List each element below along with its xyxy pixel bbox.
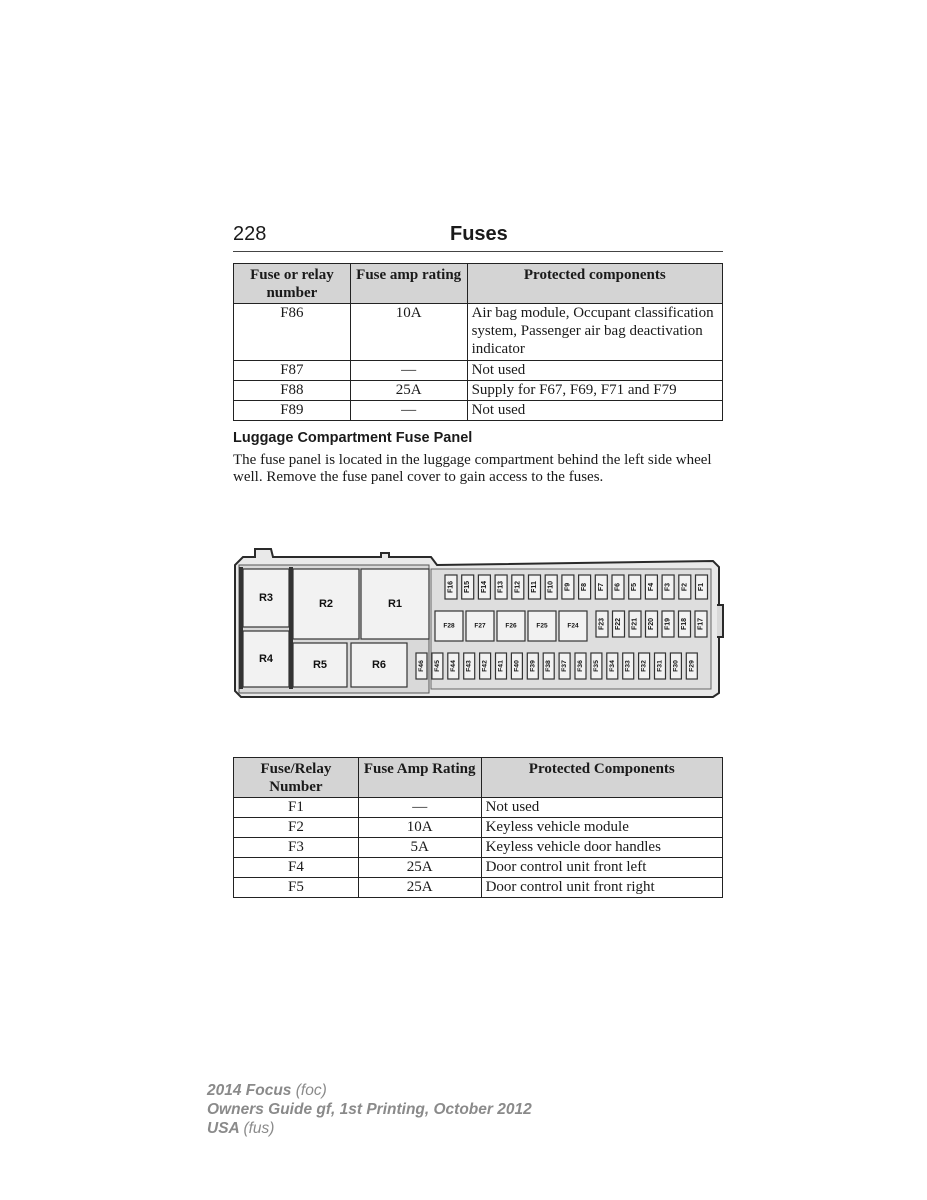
fuse-label: F21 (631, 617, 639, 631)
table-cell: 10A (358, 818, 481, 838)
fuse-f23 (596, 611, 608, 637)
table-cell: 25A (350, 381, 467, 401)
fuse-label: F26 (505, 622, 517, 630)
fuse-f18 (679, 611, 691, 637)
fuse-f46 (416, 653, 427, 679)
fuse-f15 (462, 575, 474, 599)
table-cell: Air bag module, Occupant classification system, Passenger air bag deactivation indicator (467, 304, 722, 361)
fuse-label: F19 (664, 617, 672, 631)
fuse-label: R2 (318, 598, 334, 610)
fuse-label: F2 (681, 582, 689, 592)
column-header: Fuse Amp Rating (358, 758, 481, 798)
fuse-label: F13 (497, 580, 505, 594)
fuse-label: F7 (597, 582, 605, 592)
table-row (234, 304, 723, 361)
fuse-f9 (562, 575, 574, 599)
fuse-panel-diagram (233, 545, 725, 710)
fuse-f41 (496, 653, 507, 679)
fuse-label: F15 (464, 580, 472, 594)
footer-market: USA (207, 1120, 240, 1137)
fuse-label: F16 (447, 580, 455, 594)
fuse-f35 (591, 653, 602, 679)
table-header-row (234, 264, 723, 304)
table-cell: F86 (234, 304, 351, 361)
fuse-label: F27 (474, 622, 486, 630)
table-cell: F4 (234, 858, 359, 878)
fuse-label: F43 (465, 660, 473, 672)
column-header: Fuse or relay number (234, 264, 351, 304)
fuse-label: F45 (433, 660, 441, 672)
fuse-f13 (495, 575, 507, 599)
fuse-f11 (529, 575, 541, 599)
fuse-label: F37 (561, 660, 569, 672)
table-cell: 25A (358, 858, 481, 878)
fuse-f31 (655, 653, 666, 679)
table-row (234, 798, 723, 818)
table-cell: 5A (358, 838, 481, 858)
fuse-label: F5 (631, 582, 639, 592)
table-row (234, 878, 723, 898)
footer-market-code: (fus) (243, 1120, 275, 1137)
table-cell: — (358, 798, 481, 818)
fuse-label: R5 (312, 659, 328, 671)
fuse-label: F28 (443, 622, 455, 630)
table-cell: — (350, 401, 467, 421)
fuse-f19 (662, 611, 674, 637)
fuse-table-top (233, 263, 723, 421)
fuse-label: F32 (640, 660, 648, 672)
column-header: Fuse amp rating (350, 264, 467, 304)
table-row (234, 858, 723, 878)
table-cell: F1 (234, 798, 359, 818)
fuse-f33 (623, 653, 634, 679)
page-title: Fuses (450, 223, 508, 245)
column-header: Protected Components (481, 758, 722, 798)
table-row (234, 838, 723, 858)
fuse-f14 (478, 575, 490, 599)
fuse-label: F22 (615, 617, 622, 631)
fuse-label: F20 (648, 617, 655, 631)
fuse-label: F1 (698, 582, 705, 592)
fuse-f44 (448, 653, 459, 679)
fuse-f24 (559, 611, 587, 641)
fuse-f4 (645, 575, 657, 599)
fuse-label: F14 (480, 580, 488, 594)
fuse-f10 (545, 575, 557, 599)
relay-r1 (361, 569, 429, 639)
fuse-f28 (435, 611, 463, 641)
fuse-f34 (607, 653, 618, 679)
fuse-label: R3 (258, 592, 274, 604)
table-header-row (234, 758, 723, 798)
fuse-label: F31 (656, 660, 664, 672)
fuse-label: F17 (697, 617, 705, 631)
fuse-label: F18 (681, 617, 688, 631)
column-header: Protected components (467, 264, 722, 304)
fuse-label: F30 (672, 660, 680, 672)
fuse-f6 (612, 575, 624, 599)
fuse-f37 (559, 653, 570, 679)
footer-printing: Owners Guide gf, 1st Printing, October 2012 (207, 1101, 532, 1118)
fuse-label: F46 (418, 660, 425, 672)
fuse-label: F10 (547, 580, 555, 594)
fuse-f42 (480, 653, 491, 679)
fuse-f32 (639, 653, 650, 679)
fuse-label: F34 (608, 660, 616, 672)
relay-r5 (293, 643, 347, 687)
table-row (234, 361, 723, 381)
fuse-f43 (464, 653, 475, 679)
fuse-f29 (686, 653, 697, 679)
fuse-f40 (511, 653, 522, 679)
fuse-label: F6 (614, 582, 622, 592)
relay-r6 (351, 643, 407, 687)
fuse-label: F33 (624, 660, 632, 672)
fuse-f45 (432, 653, 443, 679)
fuse-f27 (466, 611, 494, 641)
fuse-f8 (579, 575, 591, 599)
page-footer (207, 1081, 532, 1138)
column-header: Fuse/Relay Number (234, 758, 359, 798)
fuse-f25 (528, 611, 556, 641)
panel-latch (717, 605, 723, 637)
fuse-label: R6 (371, 659, 387, 671)
relay-r3 (243, 569, 289, 627)
table-cell: Not used (481, 798, 722, 818)
table-cell: F88 (234, 381, 351, 401)
fuse-f20 (646, 611, 658, 637)
fuse-label: F39 (529, 660, 537, 672)
table-cell: Not used (467, 401, 722, 421)
fuse-label: F35 (592, 660, 600, 672)
section-heading: Luggage Compartment Fuse Panel (233, 430, 473, 446)
table-row (234, 818, 723, 838)
fuse-label: F29 (688, 660, 696, 672)
table-row (234, 381, 723, 401)
fuse-table-luggage (233, 757, 723, 898)
table-cell: Keyless vehicle module (481, 818, 722, 838)
table-cell: — (350, 361, 467, 381)
fuse-label: F9 (564, 582, 572, 592)
fuse-f2 (679, 575, 691, 599)
fuse-label: F12 (514, 580, 522, 594)
relay-r4 (243, 631, 289, 687)
fuse-label: F24 (567, 622, 579, 630)
fuse-label: R4 (258, 653, 274, 665)
table-cell: Door control unit front left (481, 858, 722, 878)
fuse-f1 (696, 575, 708, 599)
fuse-f17 (695, 611, 707, 637)
fuse-label: F25 (536, 622, 548, 630)
fuse-f21 (629, 611, 641, 637)
fuse-label: F3 (664, 582, 672, 592)
table-cell: Supply for F67, F69, F71 and F79 (467, 381, 722, 401)
fuse-label: F40 (513, 660, 521, 672)
fuse-f26 (497, 611, 525, 641)
table-cell: F2 (234, 818, 359, 838)
fuse-label: F42 (481, 660, 489, 672)
table-row (234, 401, 723, 421)
fuse-f39 (527, 653, 538, 679)
table-cell: 10A (350, 304, 467, 361)
table-cell: 25A (358, 878, 481, 898)
header-divider (233, 251, 723, 252)
fuse-f12 (512, 575, 524, 599)
footer-model: 2014 Focus (207, 1082, 292, 1099)
table-cell: F87 (234, 361, 351, 381)
table-cell: F5 (234, 878, 359, 898)
table-cell: Keyless vehicle door handles (481, 838, 722, 858)
relay-r2 (293, 569, 359, 639)
fuse-label: F11 (531, 581, 538, 593)
table-cell: Not used (467, 361, 722, 381)
table-cell: F3 (234, 838, 359, 858)
fuse-label: F4 (647, 582, 655, 592)
fuse-f38 (543, 653, 554, 679)
fuse-f7 (595, 575, 607, 599)
footer-line (207, 1081, 532, 1100)
fuse-f16 (445, 575, 457, 599)
fuse-f36 (575, 653, 586, 679)
fuse-label: F44 (449, 660, 457, 672)
table-cell: F89 (234, 401, 351, 421)
fuse-panel-illustration (233, 545, 725, 705)
fuse-f3 (662, 575, 674, 599)
fuse-f30 (670, 653, 681, 679)
fuse-f5 (629, 575, 641, 599)
table-cell: Door control unit front right (481, 878, 722, 898)
section-paragraph: The fuse panel is located in the luggage compartment behind the left side wheel well. Remove the fuse panel cover to gain access to the fuses. (233, 452, 712, 485)
fuse-label: R1 (387, 598, 403, 610)
fuse-label: F8 (581, 582, 589, 592)
fuse-label: F38 (545, 660, 553, 672)
fuse-label: F23 (598, 617, 606, 631)
fuse-label: F41 (497, 660, 505, 672)
footer-model-code: (foc) (295, 1082, 327, 1099)
footer-line (207, 1119, 532, 1138)
fuse-f22 (613, 611, 625, 637)
fuse-label: F36 (577, 660, 584, 672)
page-number: 228 (233, 223, 267, 245)
